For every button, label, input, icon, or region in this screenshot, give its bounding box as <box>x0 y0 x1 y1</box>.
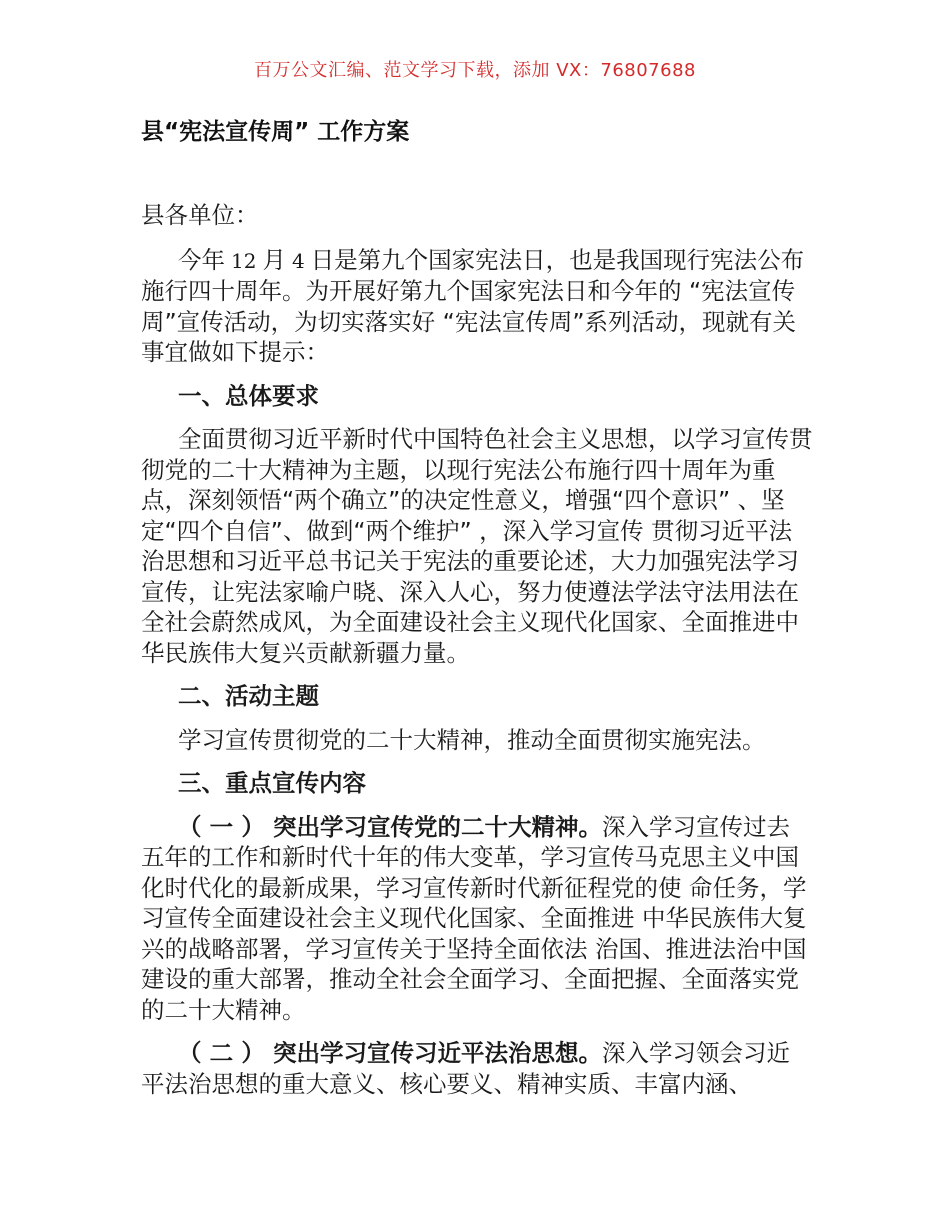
intro-month: 12 <box>231 248 257 273</box>
item-2-body: 深入学习领会习近平法治思想的重大意义、核心要义、精神实质、丰富内涵、 <box>141 1039 791 1098</box>
salutation: 县各单位： <box>141 201 259 229</box>
item-2-lead: （ 二 ） 突出学习宣传习近平法治思想。 <box>178 1039 603 1067</box>
intro-text-3: 日是第九个国家宪法日，也是我国现行宪法公布施行四十周年。为开展好第九个国家宪法日和今年的 “宪法宣传周”宣传活动，为切实落实好 “宪法宣传周”系列活动，现就有关事宜做如下提示： <box>141 245 805 366</box>
item-1-lead: （ 一 ） 突出学习宣传党的二十大精神。 <box>178 812 603 841</box>
section-1-body: 全面贯彻习近平新时代中国特色社会主义思想，以学习宣传贯彻党的二十大精神为主题，以现行宪法公布施行四十周年为重点，深刻领悟“两个确立”的决定性意义，增强“四个意识” 、坚定“四个自信”、做到“两个维护” ，深入学习宣传 贯彻习近平法治思想和习近平总书记关于宪法的重要论述，大力加强宪法学习宣传，让宪法家喻户晓、深入人心，努力使遵法学法守法用法在全社会蔚然成风，为全面建设社会主义现代化国家、全面推进中华民族伟大复兴贡献新疆力量。 <box>141 425 813 667</box>
item-1-body: 深入学习宣传过去五年的工作和新时代十年的伟大变革，学习宣传马克思主义中国化时代化的最新成果，学习宣传新时代新征程党的使 命任务，学习宣传全面建设社会主义现代化国家、全面推进 中华民族伟大复兴的战略部署，学习宣传关于坚持全面依法 治国、推进法治中国建设的重大部署，推动全社会全面学习、全面把握、全面落实党的二十大精神。 <box>141 812 807 1024</box>
section-1-heading: 一、总体要求 <box>178 381 319 410</box>
watermark-banner: 百万公文汇编、范文学习下载，添加 VX：76807688 <box>254 60 696 81</box>
section-2-heading: 二、活动主题 <box>178 682 319 710</box>
intro-text-1: 今年 <box>178 245 225 274</box>
document-body <box>141 200 813 1099</box>
section-2-body: 学习宣传贯彻党的二十大精神，推动全面贯彻实施宪法。 <box>178 725 766 754</box>
section-3-item-1 <box>141 812 813 1026</box>
section-3-heading: 三、重点宣传内容 <box>178 769 366 797</box>
section-3-item-2 <box>141 1038 813 1099</box>
intro-text-2: 月 <box>262 245 286 274</box>
intro-paragraph <box>141 245 813 368</box>
intro-day: 4 <box>291 248 305 273</box>
document-title: 县“宪法宣传周” 工作方案 <box>141 119 410 145</box>
